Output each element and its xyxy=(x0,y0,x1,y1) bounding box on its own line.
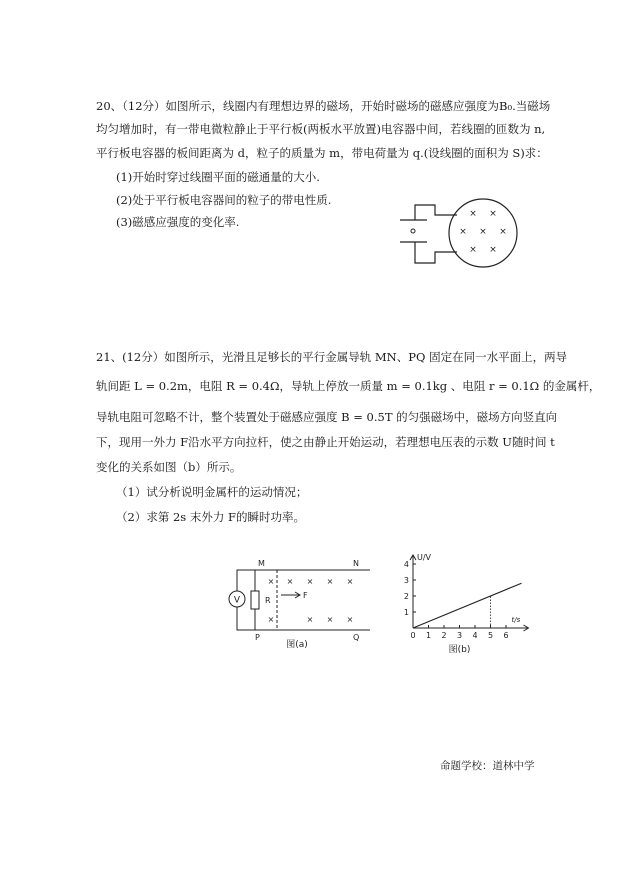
field-mark: × xyxy=(459,227,467,237)
x-tick-label: 2 xyxy=(441,631,447,640)
field-mark: × xyxy=(267,615,275,624)
field-mark: × xyxy=(286,577,294,586)
field-mark: × xyxy=(489,209,497,219)
force-label: F xyxy=(303,591,308,600)
q20-figure xyxy=(395,195,525,275)
x-tick-label: 5 xyxy=(487,631,494,640)
field-mark: × xyxy=(346,577,354,586)
charged-particle xyxy=(411,229,415,233)
data-line xyxy=(413,583,522,628)
q21-line-4: 下，现用一外力 F沿水平方向拉杆，使之由静止开始运动，若理想电压表的示数 U随时间 t xyxy=(96,435,555,449)
y-tick-label: 4 xyxy=(403,560,409,569)
label-N: N xyxy=(353,559,359,568)
wire-top xyxy=(415,205,457,220)
figure-a-caption: 图(a) xyxy=(286,640,308,650)
q20-line-2: 均匀增加时，有一带电微粒静止于平行板(两板水平放置)电容器中间，若线圈的匝数为 n, xyxy=(96,122,546,136)
x-tick-label: 0 xyxy=(410,631,416,640)
q20-subquestion-2: (2)处于平行板电容器间的粒子的带电性质. xyxy=(116,193,332,207)
x-tick-label: 3 xyxy=(456,631,463,640)
label-Q: Q xyxy=(353,633,360,642)
label-M: M xyxy=(258,559,265,568)
x-tick-label: 4 xyxy=(472,631,478,640)
resistor-label: R xyxy=(265,596,271,605)
q21-subquestion-1: （1）试分析说明金属杆的运动情况； xyxy=(116,485,308,499)
q21-line-2: 轨间距 L = 0.2m，电阻 R = 0.4Ω，导轨上停放一质量 m = 0.1kg 、电阻 r = 0.1Ω 的金属杆， xyxy=(96,379,601,393)
q21-line-5: 变化的关系如图（b）所示。 xyxy=(96,460,242,474)
y-tick-label: 3 xyxy=(403,576,409,585)
q20-subquestion-1: (1)开始时穿过线圈平面的磁通量的大小. xyxy=(116,170,320,184)
q20-field-marks xyxy=(459,209,507,255)
field-mark: × xyxy=(306,615,314,624)
y-axis-label: U/V xyxy=(417,553,432,562)
figure-b-caption: 图(b) xyxy=(448,645,471,655)
label-P: P xyxy=(255,633,260,642)
y-tick-label: 2 xyxy=(403,592,409,601)
q21-line-1: 21、(12分）如图所示，光滑且足够长的平行金属导轨 MN、PQ 固定在同一水平面上，两导 xyxy=(96,350,568,364)
field-mark: × xyxy=(489,245,497,255)
y-tick-label: 1 xyxy=(403,608,409,617)
q21-line-3: 导轨电阻可忽略不计，整个装置处于磁感应强度 B = 0.5T 的匀强磁场中，磁场方向竖直向 xyxy=(96,410,558,424)
field-mark: × xyxy=(326,615,334,624)
q20-subquestion-3: (3)磁感应强度的变化率. xyxy=(116,215,240,229)
field-mark: × xyxy=(326,577,334,586)
resistor-R xyxy=(251,591,259,609)
q21-figure-b xyxy=(395,530,550,660)
q21-figure-a xyxy=(225,555,375,655)
field-mark: × xyxy=(479,227,487,237)
field-mark: × xyxy=(469,209,477,219)
q21-subquestion-2: （2）求第 2s 末外力 F的瞬时功率。 xyxy=(116,510,305,524)
q20-line-3: 平行板电容器的板间距离为 d，粒子的质量为 m，带电荷量为 q.(设线圈的面积为 S)求： xyxy=(96,146,548,160)
field-mark: × xyxy=(346,615,354,624)
x-axis-label: t/s xyxy=(511,616,521,624)
q20-line-1: 20、（12分）如图所示，线圈内有理想边界的磁场，开始时磁场的磁感应强度为B₀.当磁场 xyxy=(96,99,551,113)
field-mark: × xyxy=(469,245,477,255)
x-tick-label: 6 xyxy=(503,631,509,640)
field-mark: × xyxy=(499,227,507,237)
field-mark: × xyxy=(267,577,275,586)
footer-school: 命题学校：道林中学 xyxy=(440,760,535,772)
voltmeter-wire-bottom xyxy=(237,607,255,630)
x-tick-label: 1 xyxy=(425,631,432,640)
voltmeter-wire-top xyxy=(237,570,255,591)
voltmeter-label: V xyxy=(233,595,241,606)
q21-field-marks xyxy=(268,577,354,624)
field-mark: × xyxy=(306,577,314,586)
